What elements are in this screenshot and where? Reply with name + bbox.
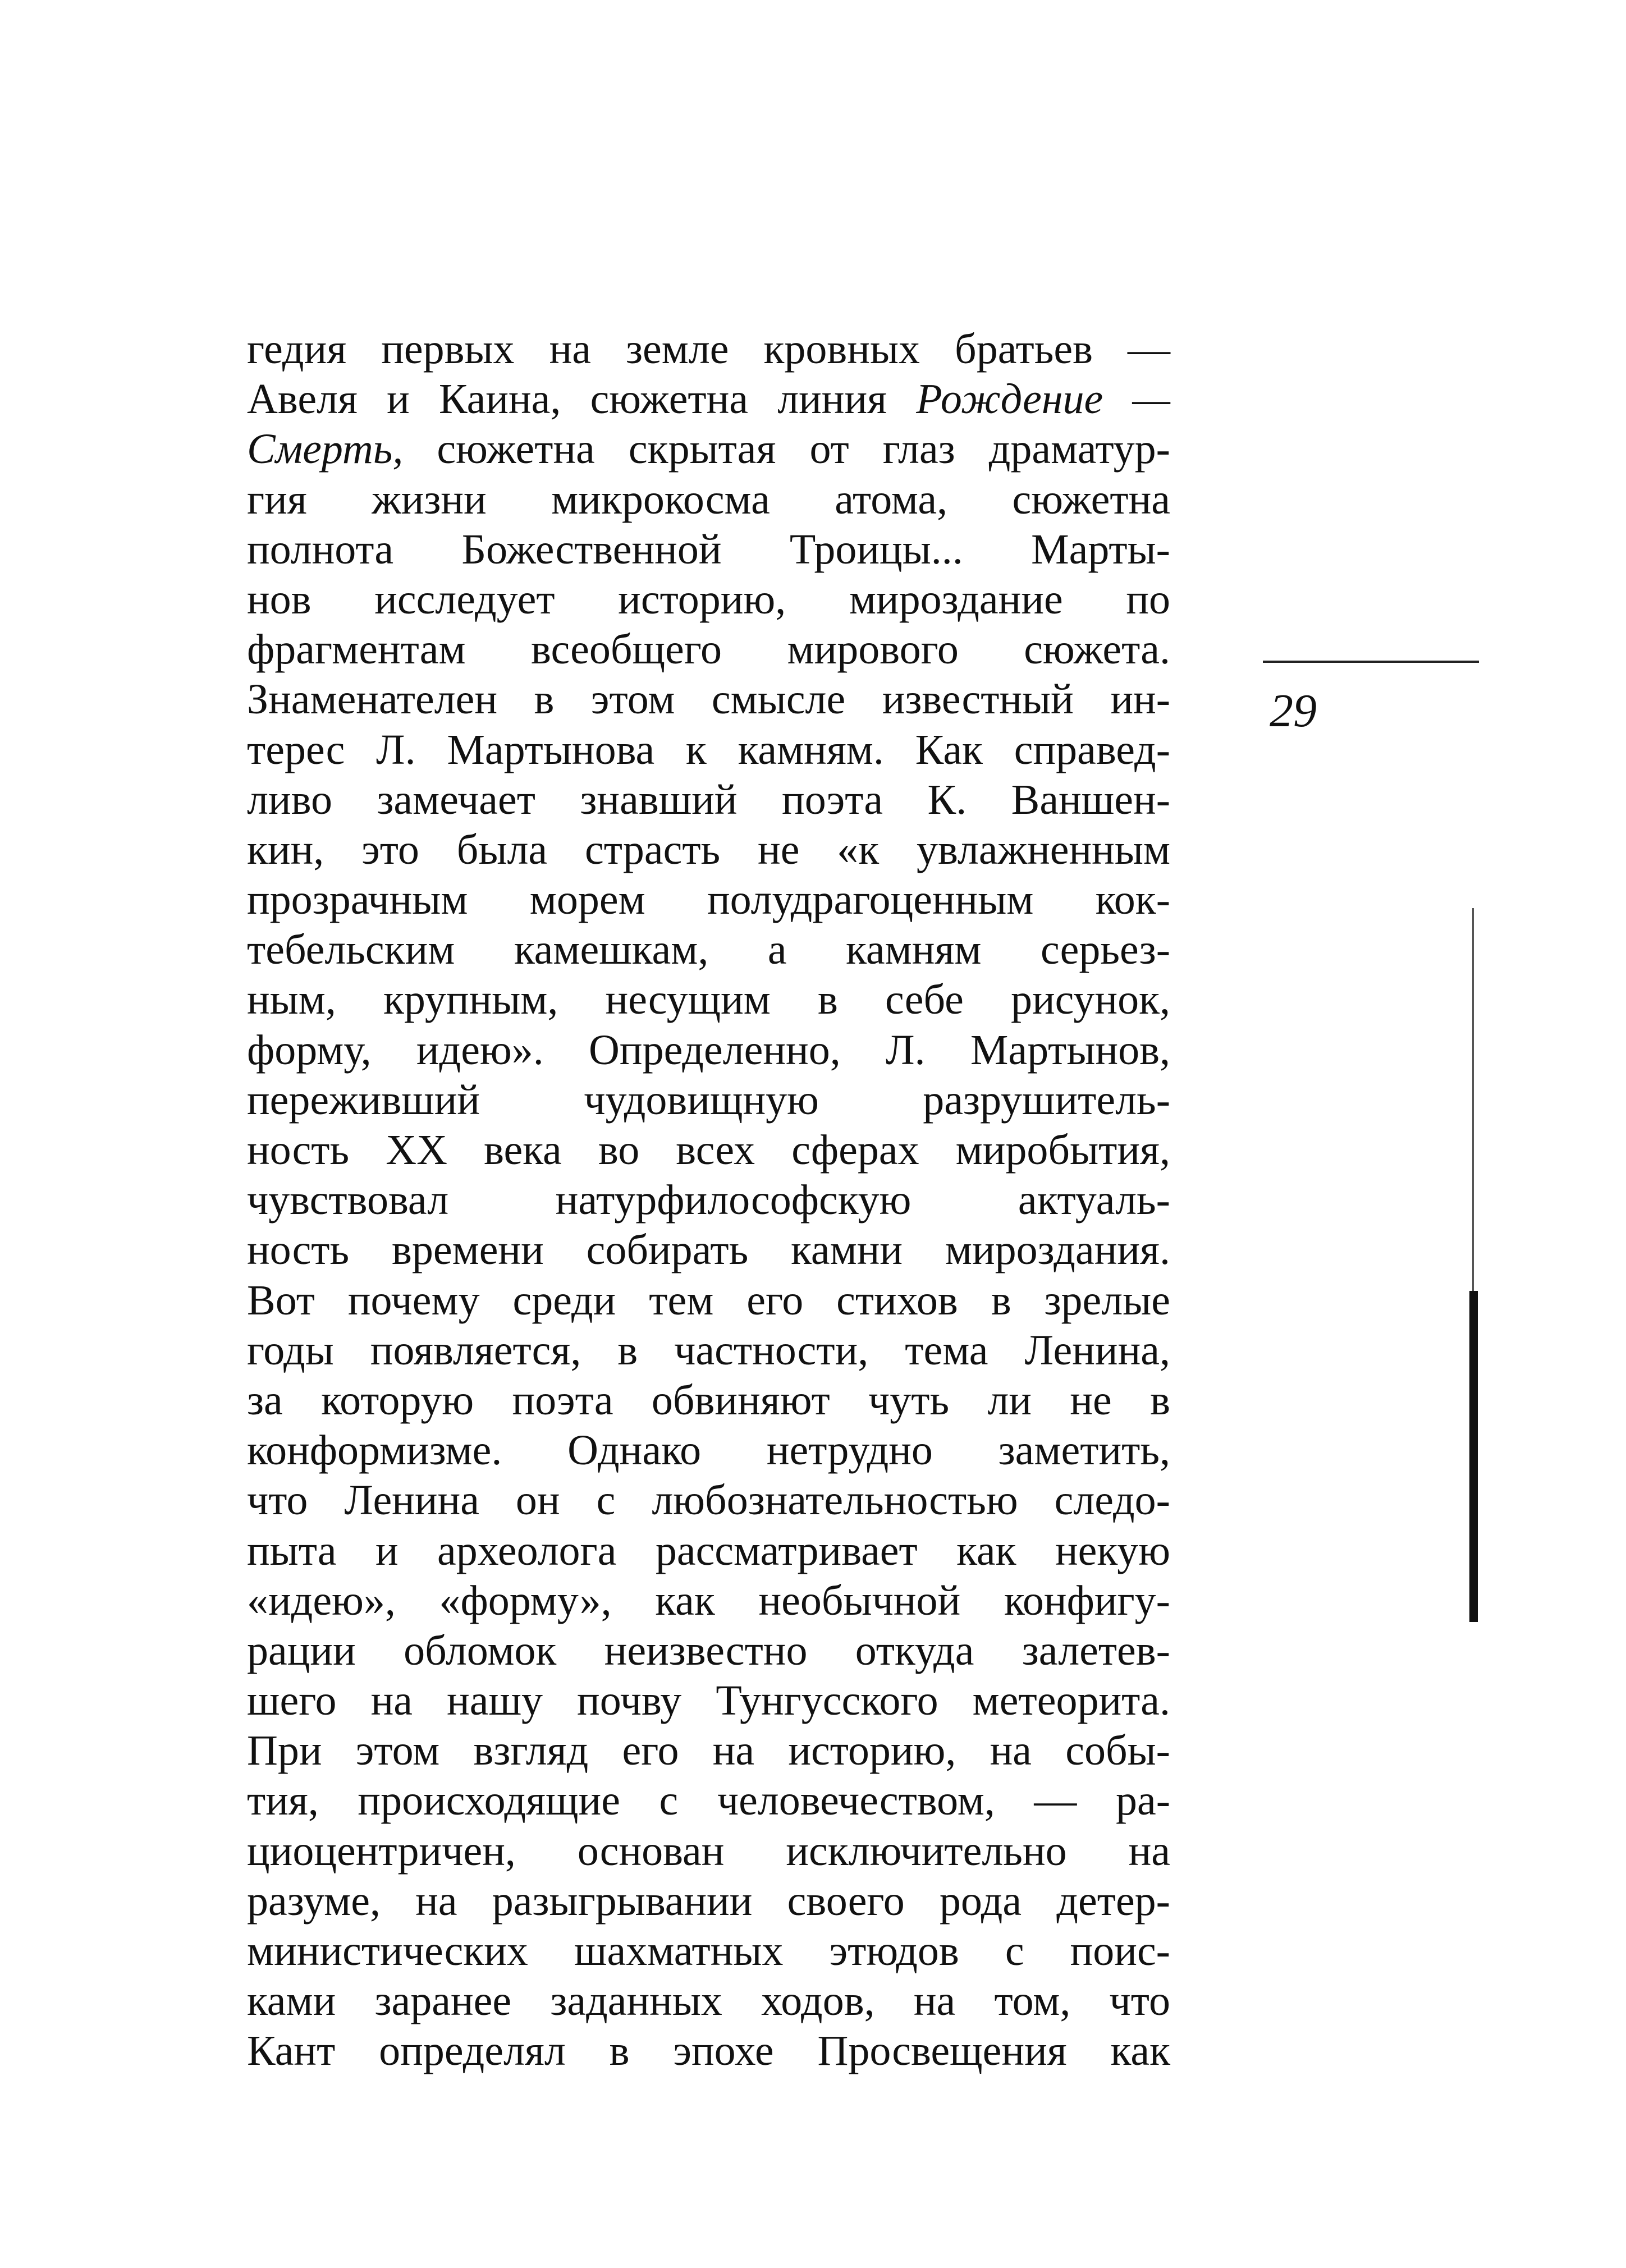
italic-text: Смерть, <box>247 425 404 473</box>
text-line <box>247 1376 1170 1426</box>
text-segment: терес Л. Мартынова к камням. Как справед- <box>247 726 1170 773</box>
text-line <box>247 1926 1170 1976</box>
text-segment: Авеля и Каина, сюжетна линия <box>247 375 917 423</box>
text-line <box>247 424 1170 474</box>
text-line <box>247 1426 1170 1476</box>
text-line <box>247 1175 1170 1225</box>
text-segment: форму, идею». Определенно, Л. Мартынов, <box>247 1026 1170 1074</box>
text-line <box>247 1526 1170 1576</box>
text-segment: пыта и археолога рассматривает как некую <box>247 1527 1170 1574</box>
text-line <box>247 625 1170 675</box>
text-segment: ность XX века во всех сферах миробытия, <box>247 1126 1170 1174</box>
text-segment: чувствовал натурфилософскую актуаль- <box>247 1176 1170 1224</box>
text-segment: ками заранее заданных ходов, на том, что <box>247 1977 1170 2025</box>
text-line <box>247 1075 1170 1125</box>
text-segment: гия жизни микрокосма атома, сюжетна <box>247 475 1170 523</box>
text-line <box>247 725 1170 775</box>
text-line <box>247 1276 1170 1326</box>
text-segment: что Ленина он с любознательностью следо- <box>247 1477 1170 1524</box>
text-segment: прозрачным морем полудрагоценным кок- <box>247 876 1170 924</box>
text-segment: переживший чудовищную разрушитель- <box>247 1076 1170 1124</box>
text-segment: рации обломок неизвестно откуда залетев- <box>247 1626 1170 1674</box>
text-segment: министических шахматных этюдов с поис- <box>247 1927 1170 1974</box>
text-segment: тия, происходящие с человечеством, — ра- <box>247 1777 1170 1825</box>
text-line <box>247 525 1170 575</box>
text-segment: При этом взгляд его на историю, на собы- <box>247 1727 1170 1775</box>
text-segment: Кант определял в эпохе Просвещения как <box>247 2027 1170 2075</box>
text-segment: тебельским камешкам, а камням серьез- <box>247 926 1170 974</box>
text-segment: кин, это была страсть не «к увлажненным <box>247 826 1170 873</box>
text-segment: ность времени собирать камни мироздания. <box>247 1226 1170 1274</box>
text-line <box>247 825 1170 875</box>
text-segment: полнота Божественной Троицы... Марты- <box>247 525 1170 573</box>
text-segment: шего на нашу почву Тунгусского метеорита. <box>247 1677 1170 1725</box>
text-line <box>247 1476 1170 1525</box>
text-line <box>247 1626 1170 1676</box>
text-line <box>247 1726 1170 1776</box>
text-line <box>247 925 1170 975</box>
text-line <box>247 1876 1170 1926</box>
text-line <box>247 675 1170 725</box>
text-segment: конформизме. Однако нетрудно заметить, <box>247 1427 1170 1474</box>
text-segment: годы появляется, в частности, тема Ленина, <box>247 1326 1170 1374</box>
text-line <box>247 1776 1170 1826</box>
text-line <box>247 1326 1170 1376</box>
text-segment: гедия первых на земле кровных братьев — <box>247 326 1170 373</box>
body-text <box>247 324 1170 2077</box>
text-line <box>247 1025 1170 1075</box>
text-line <box>247 875 1170 925</box>
text-segment: «идею», «форму», как необычной конфигу- <box>247 1577 1170 1624</box>
text-segment: за которую поэта обвиняют чуть ли не в <box>247 1376 1170 1424</box>
text-line <box>247 975 1170 1025</box>
text-segment: ливо замечает знавший поэта К. Ваншен- <box>247 776 1170 823</box>
text-line <box>247 324 1170 374</box>
text-line <box>247 575 1170 625</box>
text-segment: циоцентричен, основан исключительно на <box>247 1827 1170 1875</box>
text-segment: нов исследует историю, мироздание по <box>247 575 1170 623</box>
text-line <box>247 1826 1170 1876</box>
header-rule <box>1263 661 1479 663</box>
text-segment: Знаменателен в этом смысле известный ин- <box>247 676 1170 723</box>
italic-text: Рождение — <box>916 375 1170 423</box>
text-line <box>247 1225 1170 1275</box>
text-segment: Вот почему среди тем его стихов в зрелые <box>247 1276 1170 1324</box>
text-line <box>247 1676 1170 1726</box>
text-line <box>247 1125 1170 1175</box>
text-line <box>247 1576 1170 1626</box>
text-segment: разуме, на разыгрывании своего рода детер- <box>247 1877 1170 1925</box>
text-line <box>247 2026 1170 2076</box>
text-line <box>247 1976 1170 2026</box>
text-segment: фрагментам всеобщего мирового сюжета. <box>247 626 1170 673</box>
text-line <box>247 374 1170 424</box>
text-line <box>247 775 1170 825</box>
side-rule-thick <box>1469 1291 1478 1622</box>
text-segment: сюжетна скрытая от глаз драматур- <box>403 425 1170 473</box>
text-segment: ным, крупным, несущим в себе рисунок, <box>247 976 1170 1024</box>
page-number: 29 <box>1270 685 1317 737</box>
text-line <box>247 475 1170 525</box>
